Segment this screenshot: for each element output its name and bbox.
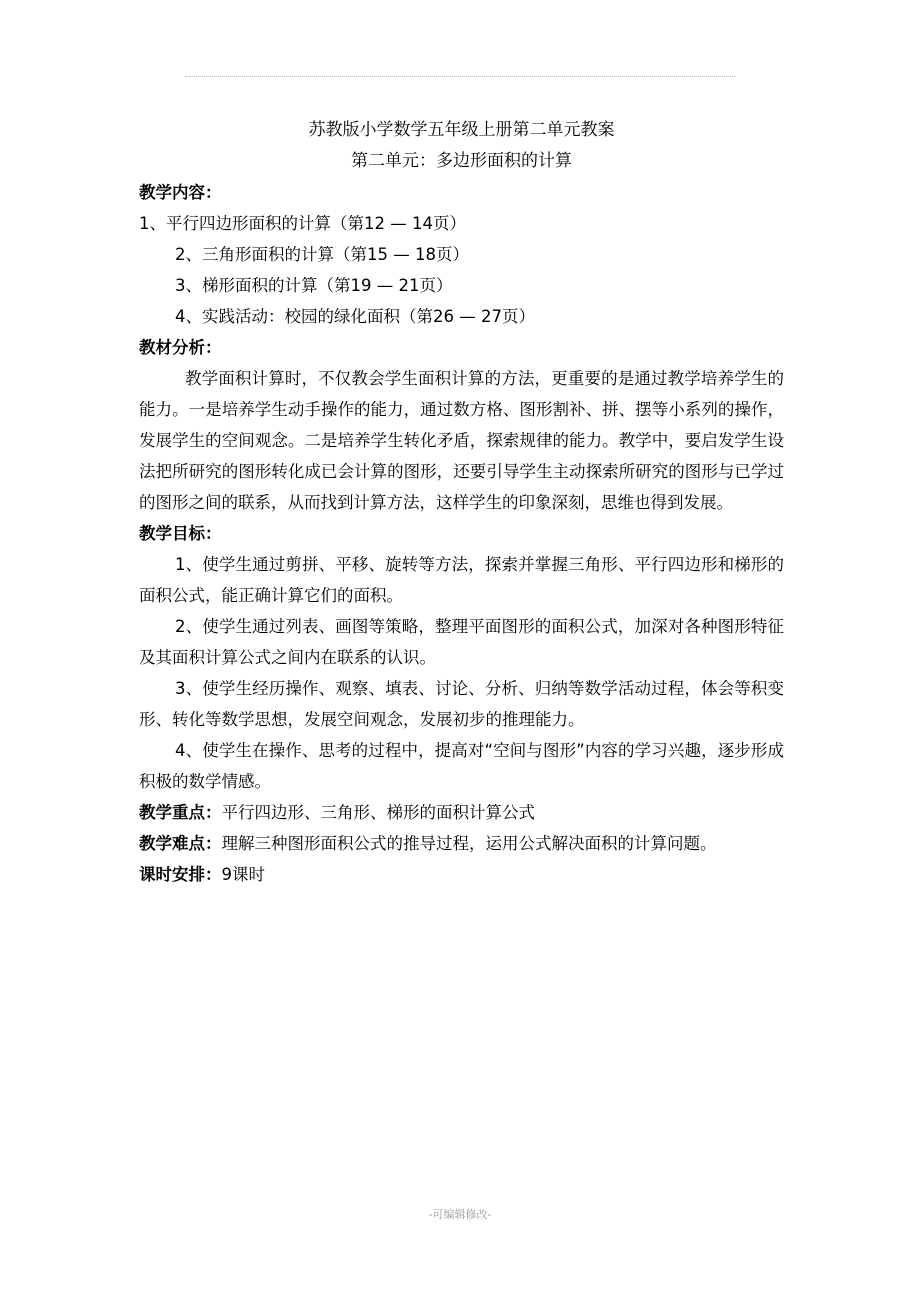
document-subtitle: 第二单元：多边形面积的计算 (351, 151, 572, 171)
key-point-row (139, 797, 784, 828)
material-analysis-heading: 教材分析： (139, 338, 222, 357)
teaching-goal-item: 2、使学生通过列表、画图等策略，整理平面图形的面积公式，加深对各种图形特征及其面积计算公式之间内在联系的认识。 (139, 617, 784, 667)
teaching-content-item: 2、三角形面积的计算（第15 — 18页） (175, 245, 469, 264)
difficult-point-value: 理解三种图形面积公式的推导过程，运用公式解决面积的计算问题。 (221, 834, 717, 853)
key-point-label: 教学重点： (139, 803, 222, 822)
teaching-goals-heading: 教学目标： (139, 524, 222, 543)
teaching-goal-item: 4、使学生在操作、思考的过程中，提高对“空间与图形”内容的学习兴趣，逐步形成积极的数学情感。 (139, 741, 784, 791)
teaching-content-item: 1、平行四边形面积的计算（第12 — 14页） (139, 214, 466, 233)
header-divider (185, 76, 735, 77)
teaching-content-item: 3、梯形面积的计算（第19 — 21页） (175, 276, 453, 295)
teaching-content-item: 4、实践活动：校园的绿化面积（第26 — 27页） (175, 307, 535, 326)
document-title: 苏教版小学数学五年级上册第二单元教案 (308, 120, 615, 140)
difficult-point-label: 教学难点： (139, 834, 222, 853)
teaching-content-heading: 教学内容： (139, 183, 222, 202)
document-body (139, 115, 784, 890)
schedule-value: 9课时 (221, 865, 265, 884)
teaching-goal-item: 3、使学生经历操作、观察、填表、讨论、分析、归纳等数学活动过程，体会等积变形、转化等数学思想，发展空间观念，发展初步的推理能力。 (139, 679, 784, 729)
key-point-value: 平行四边形、三角形、梯形的面积计算公式 (221, 803, 535, 822)
difficult-point-row (139, 828, 784, 859)
page-footer: -可编辑修改- (428, 1208, 492, 1221)
schedule-row (139, 859, 784, 890)
schedule-label: 课时安排： (139, 865, 222, 884)
material-analysis-paragraph: 教学面积计算时，不仅教会学生面积计算的方法，更重要的是通过教学培养学生的能力。一是培养学生动手操作的能力，通过数方格、图形割补、拼、摆等小系列的操作，发展学生的空间观念。二是培养学生转化矛盾，探索规律的能力。教学中，要启发学生设法把所研究的图形转化成已会计算的图形，还要引导学生主动探索所研究的图形与已学过的图形之间的联系，从而找到计算方法，这样学生的印象深刻，思维也得到发展。 (139, 369, 784, 512)
teaching-goal-item: 1、使学生通过剪拼、平移、旋转等方法，探索并掌握三角形、平行四边形和梯形的面积公式，能正确计算它们的面积。 (139, 555, 784, 605)
